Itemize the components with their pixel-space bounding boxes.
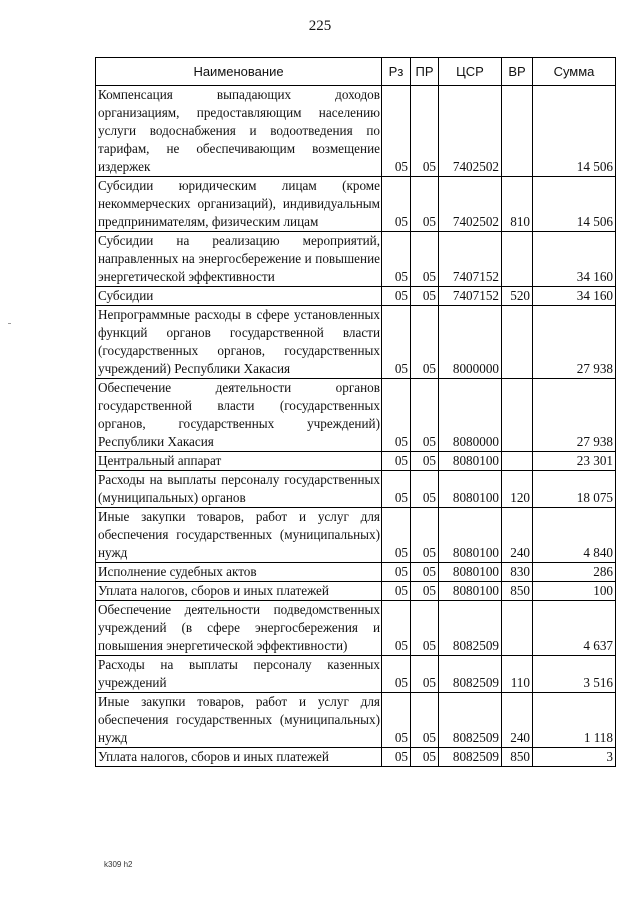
cell-pr: 05 [411,693,439,748]
cell-name: Центральный аппарат [96,452,382,471]
cell-rz: 05 [382,656,411,693]
cell-pr: 05 [411,287,439,306]
cell-pr: 05 [411,177,439,232]
cell-name: Компенсация выпадающих доходов организациям, предоставляющим населению услуги водоснабжения и водоотведения по тарифам, не обеспечивающим возмещение издержек [96,86,382,177]
table-row [96,582,616,601]
cell-sum: 100 [533,582,616,601]
cell-pr: 05 [411,86,439,177]
cell-name: Субсидии юридическим лицам (кроме некоммерческих организаций), индивидуальным предпринимателям, физическим лицам [96,177,382,232]
page-number: 225 [308,18,332,34]
cell-rz: 05 [382,287,411,306]
cell-sum: 286 [533,563,616,582]
cell-sum: 4 840 [533,508,616,563]
margin-mark [8,323,11,324]
cell-csr: 8082509 [439,748,502,767]
cell-name: Расходы на выплаты персоналу казенных учреждений [96,656,382,693]
cell-sum: 3 [533,748,616,767]
cell-sum: 14 506 [533,177,616,232]
cell-csr: 8000000 [439,306,502,379]
cell-vr: 830 [502,563,533,582]
cell-vr [502,306,533,379]
table-row [96,563,616,582]
cell-name: Иные закупки товаров, работ и услуг для обеспечения государственных (муниципальных) нужд [96,508,382,563]
cell-name: Исполнение судебных актов [96,563,382,582]
table-row [96,452,616,471]
table-row [96,86,616,177]
cell-pr: 05 [411,232,439,287]
cell-rz: 05 [382,563,411,582]
header-name: Наименование [96,58,382,86]
cell-rz: 05 [382,232,411,287]
cell-pr: 05 [411,306,439,379]
table-row [96,306,616,379]
cell-csr: 8082509 [439,693,502,748]
header-csr: ЦСР [439,58,502,86]
cell-sum: 34 160 [533,287,616,306]
cell-rz: 05 [382,452,411,471]
cell-vr: 240 [502,508,533,563]
cell-vr [502,601,533,656]
cell-pr: 05 [411,582,439,601]
cell-sum: 27 938 [533,306,616,379]
cell-name: Субсидии [96,287,382,306]
cell-csr: 7407152 [439,232,502,287]
cell-rz: 05 [382,693,411,748]
cell-pr: 05 [411,452,439,471]
cell-csr: 8082509 [439,601,502,656]
budget-table [95,57,616,767]
cell-vr [502,452,533,471]
cell-csr: 8080100 [439,508,502,563]
header-sum: Сумма [533,58,616,86]
cell-rz: 05 [382,582,411,601]
cell-pr: 05 [411,748,439,767]
header-pr: ПР [411,58,439,86]
cell-name: Иные закупки товаров, работ и услуг для обеспечения государственных (муниципальных) нужд [96,693,382,748]
table-row [96,287,616,306]
cell-rz: 05 [382,508,411,563]
table-row [96,232,616,287]
cell-sum: 34 160 [533,232,616,287]
cell-sum: 14 506 [533,86,616,177]
cell-csr: 8080000 [439,379,502,452]
table-body [96,86,616,767]
cell-csr: 8080100 [439,582,502,601]
cell-sum: 23 301 [533,452,616,471]
table-row [96,693,616,748]
cell-vr [502,379,533,452]
cell-rz: 05 [382,471,411,508]
cell-name: Непрограммные расходы в сфере установленных функций органов государственной власти (государственных органов, государственных учреждений) Республики Хакасия [96,306,382,379]
cell-rz: 05 [382,748,411,767]
cell-pr: 05 [411,656,439,693]
cell-vr: 110 [502,656,533,693]
cell-csr: 7407152 [439,287,502,306]
cell-pr: 05 [411,379,439,452]
cell-csr: 8080100 [439,452,502,471]
table-row [96,508,616,563]
cell-pr: 05 [411,563,439,582]
cell-sum: 27 938 [533,379,616,452]
cell-name: Уплата налогов, сборов и иных платежей [96,582,382,601]
cell-vr: 810 [502,177,533,232]
table-row [96,471,616,508]
cell-csr: 8082509 [439,656,502,693]
cell-name: Субсидии на реализацию мероприятий, направленных на энергосбережение и повышение энергетической эффективности [96,232,382,287]
cell-name: Обеспечение деятельности органов государственной власти (государственных органов, государственных учреждений) Республики Хакасия [96,379,382,452]
cell-sum: 18 075 [533,471,616,508]
cell-vr: 120 [502,471,533,508]
cell-vr: 240 [502,693,533,748]
cell-csr: 7402502 [439,177,502,232]
cell-csr: 8080100 [439,563,502,582]
cell-rz: 05 [382,306,411,379]
cell-sum: 3 516 [533,656,616,693]
cell-vr [502,232,533,287]
footer-code: k309 h2 [104,860,133,869]
cell-vr: 850 [502,748,533,767]
cell-rz: 05 [382,86,411,177]
table-row [96,656,616,693]
table-row [96,601,616,656]
cell-pr: 05 [411,601,439,656]
cell-name: Уплата налогов, сборов и иных платежей [96,748,382,767]
cell-sum: 4 637 [533,601,616,656]
table-row [96,748,616,767]
table-row [96,379,616,452]
cell-pr: 05 [411,471,439,508]
cell-csr: 8080100 [439,471,502,508]
header-vr: ВР [502,58,533,86]
cell-rz: 05 [382,601,411,656]
cell-vr [502,86,533,177]
header-rz: Рз [382,58,411,86]
cell-rz: 05 [382,177,411,232]
cell-sum: 1 118 [533,693,616,748]
cell-name: Обеспечение деятельности подведомственных учреждений (в сфере энергосбережения и повышения энергетической эффективности) [96,601,382,656]
cell-rz: 05 [382,379,411,452]
cell-pr: 05 [411,508,439,563]
cell-vr: 520 [502,287,533,306]
cell-vr: 850 [502,582,533,601]
table-row [96,177,616,232]
cell-name: Расходы на выплаты персоналу государственных (муниципальных) органов [96,471,382,508]
table-header-row [96,58,616,86]
cell-csr: 7402502 [439,86,502,177]
